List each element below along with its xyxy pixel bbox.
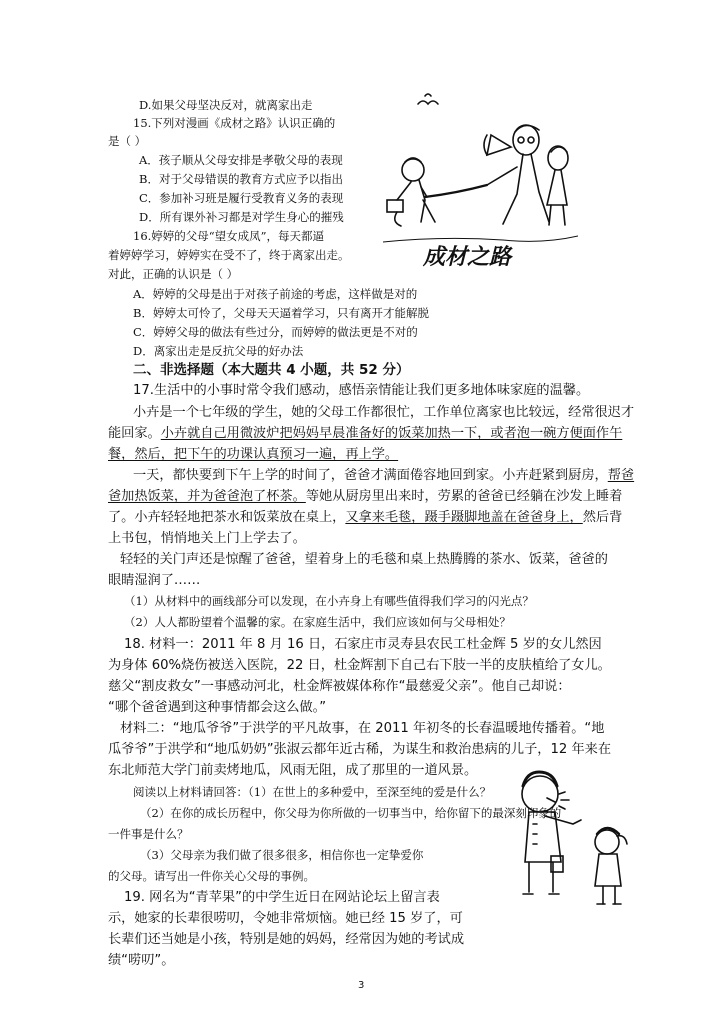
- q17-sub2: （2）人人都盼望着个温馨的家。在家庭生活中，我们应该如何与父母相处？: [124, 615, 511, 629]
- q19-line3: 长辈们还当她是小孩，特别是她的妈妈，经常因为她的考试成: [108, 932, 465, 947]
- q15-stem-line1: 15.下列对漫画《成材之路》认识正确的: [133, 116, 336, 130]
- q17-p2-underlined-a: 帮爸: [607, 468, 635, 483]
- q18-m2-line1: 材料二：“地瓜爷爷”于洪学的平凡故事，在 2011 年初冬的长春温暖地传播着。“地: [120, 721, 605, 736]
- q19-line4: 绩“唠叨”。: [108, 953, 175, 968]
- q18-m2-line3: 东北师范大学门前卖烤地瓜，风雨无阻，成了那里的一道风景。: [108, 763, 478, 778]
- q16-option-a: A．婷婷的父母是出于对孩子前途的考虑，这样做是对的: [133, 287, 418, 301]
- q18-m2-line2: 瓜爷爷”于洪学和“地瓜奶奶”张淑云都年近古稀，为谋生和救治患病的儿子，12 年来在: [108, 742, 612, 757]
- q17-p2-line3: [108, 509, 622, 526]
- q15-stem-line2: 是（ ）: [108, 134, 147, 148]
- q19-line2: 示，她家的长辈很唠叨，令她非常烦恼。她已经 15 岁了，可: [108, 911, 463, 926]
- q17-intro: 17.生活中的小事时常令我们感动，感悟亲情能让我们更多地体味家庭的温馨。: [133, 383, 590, 398]
- q14-option-d: D.如果父母坚决反对，就离家出走: [139, 98, 313, 112]
- q17-p1-underlined-b: 餐，然后，把下午的功课认真预习一遍，再上学。: [108, 447, 399, 462]
- q17-p1-line1: 小卉是一个七年级的学生，她的父母工作都很忙，工作单位离家也比较远，经常很迟才: [133, 405, 635, 420]
- q17-p1-text: 能回家。: [108, 426, 161, 441]
- q16-stem-line1: 16.婷婷的父母“望女成凤”，每天都逼: [133, 229, 325, 243]
- q17-sub1: （1）从材料中的画线部分可以发现，在小卉身上有哪些值得我们学习的闪光点？: [124, 594, 534, 608]
- q16-option-d: D．离家出走是反抗父母的好办法: [133, 344, 304, 358]
- cartoon-title: 成材之路: [423, 245, 512, 270]
- q17-p3-line2: 眼睛湿润了……: [108, 573, 201, 588]
- q17-p2-underlined-c: 又拿来毛毯，蹑手蹑脚地盖在爸爸身上，: [345, 510, 583, 525]
- q17-p2-underlined-b: 爸加热饭菜，并为爸爸泡了杯茶。: [108, 489, 306, 504]
- q18-m1-line3: 慈父“割皮救女”一事感动河北，杜金辉被媒体称作“最慈爱父亲”。他自己却说：: [108, 679, 571, 694]
- q18-m1-line1: 18. 材料一：2011 年 8 月 16 日，石家庄市灵寿县农民工杜金辉 5 岁的女儿然因: [124, 637, 602, 652]
- cartoon-road-to-success: [383, 92, 578, 272]
- q16-stem-line3: 对此，正确的认识是（ ）: [108, 267, 239, 281]
- q15-option-d: D．所有课外补习都是对学生身心的摧残: [139, 210, 344, 224]
- q18-sub3-line1: （3）父母亲为我们做了很多很多，相信你也一定挚爱你: [140, 848, 424, 862]
- page-number: 3: [358, 980, 365, 991]
- q18-read-instruction: 阅读以上材料请回答：（1）在世上的多种爱中，至深至纯的爱是什么？: [133, 785, 492, 799]
- q17-p2-text-b: 等她从厨房里出来时，劳累的爸爸已经躺在沙发上睡着: [305, 489, 623, 504]
- q17-p2-text-d: 然后背: [582, 510, 623, 525]
- q17-p2-line1: [133, 467, 634, 484]
- q18-m1-line4: “哪个爸爸遇到这种事情都会这么做。”: [108, 700, 327, 715]
- q17-p2-text-c: 了。小卉轻轻地把茶水和饭菜放在桌上，: [108, 510, 346, 525]
- q17-p2-text: 一天，都快要到下午上学的时间了，爸爸才满面倦容地回到家。小卉赶紧到厨房，: [133, 468, 608, 483]
- q17-p2-line4: 上书包，悄悄地关上门上学去了。: [108, 531, 306, 546]
- q18-sub2-line1: （2）在你的成长历程中，你父母为你所做的一切事当中，给你留下的最深刻印象的: [140, 806, 562, 820]
- q17-p1-line2: [108, 425, 622, 442]
- q16-stem-line2: 着婷婷学习，婷婷实在受不了，终于离家出走。: [108, 248, 350, 262]
- q15-option-a: A．孩子顺从父母安排是孝敬父母的表现: [139, 153, 343, 167]
- q15-option-c: C．参加补习班是履行受教育义务的表现: [139, 191, 344, 205]
- q16-option-b: B．婷婷太可怜了，父母天天逼着学习，只有离开才能解脱: [133, 306, 429, 320]
- q18-sub2-line2: 一件事是什么？: [108, 827, 189, 841]
- q19-line1: 19. 网名为“青苹果”的中学生近日在网站论坛上留言表: [124, 890, 440, 905]
- q15-option-b: B．对于父母错误的教育方式应予以指出: [139, 172, 343, 186]
- cartoon-nagging-mother: [515, 764, 650, 914]
- q17-p1-underlined-a: 小卉就自己用微波炉把妈妈早晨准备好的饭菜加热一下，或者泡一碗方便面作午: [160, 426, 623, 441]
- q17-p3-line1: 轻轻的关门声还是惊醒了爸爸，望着身上的毛毯和桌上热腾腾的茶水、饭菜，爸爸的: [120, 552, 608, 567]
- q18-sub3-line2: 的父母。请写出一件你关心父母的事例。: [108, 869, 315, 883]
- section2-title: 二、非选择题（本大题共 4 小题，共 52 分）: [133, 362, 410, 378]
- q18-m1-line2: 为身体 60%烧伤被送入医院，22 日，杜金辉割下自己右下肢一半的皮肤植给了女儿。: [108, 658, 611, 673]
- q16-option-c: C．婷婷父母的做法有些过分，而婷婷的做法更是不对的: [133, 325, 418, 339]
- q17-p2-line2: [108, 488, 622, 505]
